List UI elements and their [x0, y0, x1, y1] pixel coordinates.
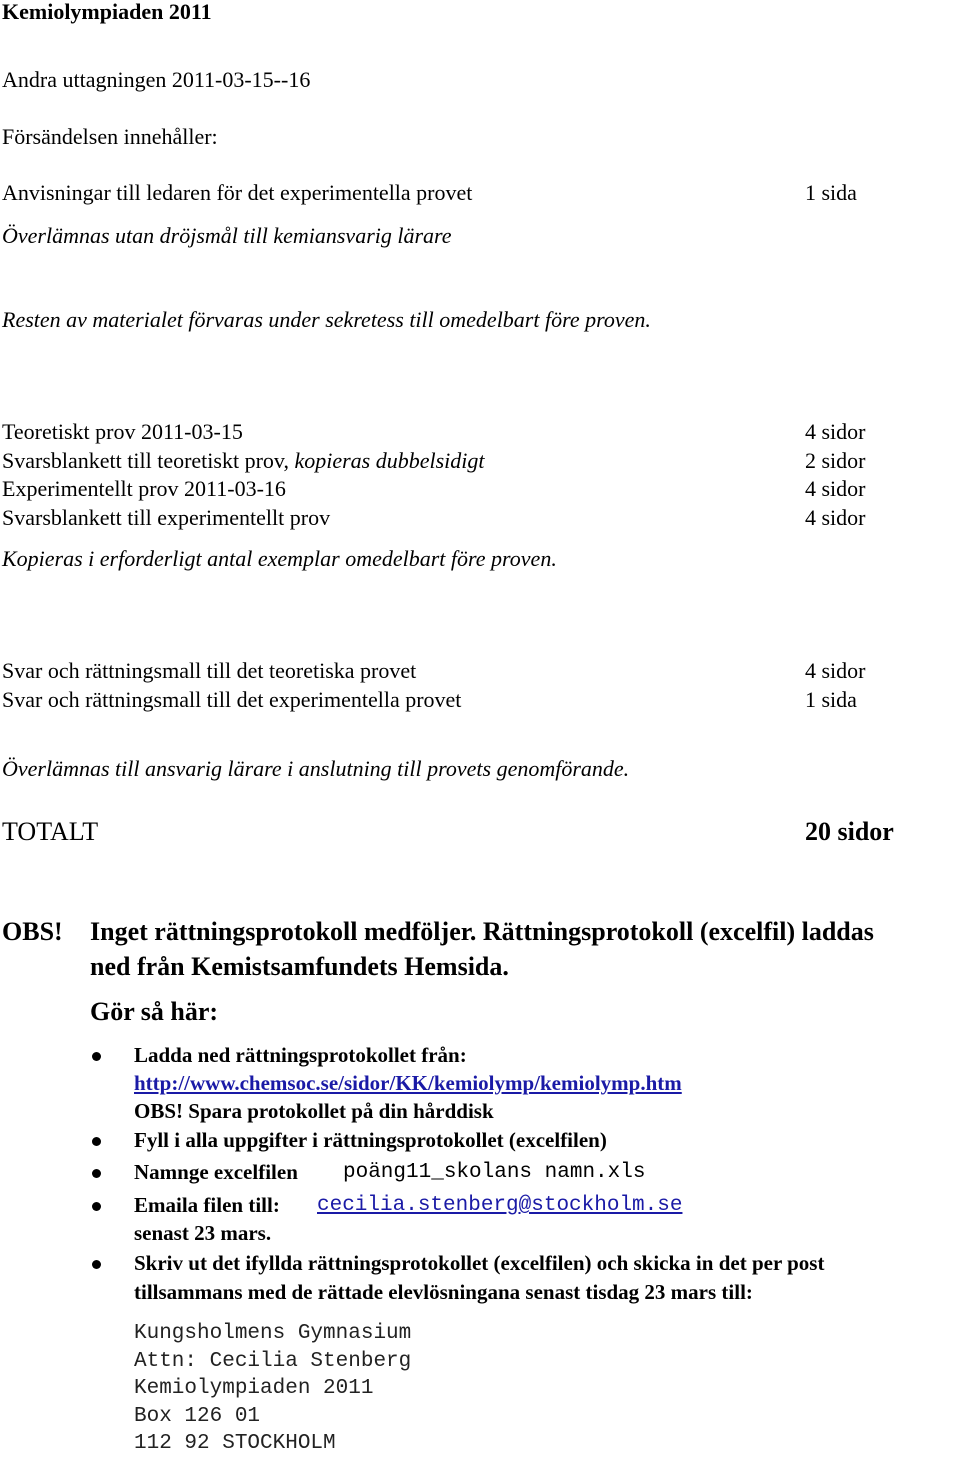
document-subtitle: Andra uttagningen 2011-03-15--16	[2, 67, 311, 92]
list-item-pages: 4 sidor	[805, 505, 866, 530]
bullet-icon	[92, 1169, 101, 1178]
list-item	[2, 447, 485, 475]
list-item-label: Experimentellt prov 2011-03-16	[2, 476, 286, 501]
list-item-pages: 4 sidor	[805, 658, 866, 683]
list-item-label: Svar och rättningsmall till det teoretiska provet	[2, 658, 417, 683]
leader-instructions-pages: 1 sida	[805, 180, 857, 205]
leader-instructions-label: Anvisningar till ledaren för det experimentella provet	[2, 180, 473, 205]
obs-line-2: ned från Kemistsamfundets Hemsida.	[90, 952, 509, 981]
address-line: Kemiolympiaden 2011	[134, 1377, 374, 1400]
address-line: Box 126 01	[134, 1404, 261, 1428]
deadline-text: senast 23 mars.	[134, 1221, 272, 1245]
address-line: 112 92 STOCKHOLM	[134, 1432, 336, 1455]
teacher-handover-note: Överlämnas till ansvarig lärare i anslutning till provets genomförande.	[2, 756, 630, 781]
list-item	[2, 418, 243, 446]
postal-address	[134, 1320, 411, 1458]
email-link[interactable]: cecilia.stenberg@stockholm.se	[317, 1194, 683, 1217]
list-item	[2, 504, 330, 532]
address-line: Kungsholmens Gymnasium	[134, 1322, 412, 1345]
list-item-label: Teoretiskt prov 2011-03-15	[2, 419, 243, 444]
list-item-italic: kopieras dubbelsidigt	[294, 448, 485, 473]
total-label: TOTALT	[2, 817, 99, 846]
bullet-print-line-2: tillsammans med de rättade elevlösningana senast tisdag 23 mars till:	[134, 1280, 753, 1304]
list-item-pages: 2 sidor	[805, 448, 866, 473]
document-title: Kemiolympiaden 2011	[2, 0, 212, 24]
copy-note: Kopieras i erforderligt antal exemplar omedelbart före proven.	[2, 546, 557, 571]
save-protocol-note: OBS! Spara protokollet på din hårddisk	[134, 1099, 494, 1123]
list-item	[2, 475, 286, 503]
obs-line-1: Inget rättningsprotokoll medföljer. Rättningsprotokoll (excelfil) laddas	[90, 917, 874, 946]
bullet-icon	[92, 1260, 101, 1269]
protocol-download-link[interactable]: http://www.chemsoc.se/sidor/KK/kemiolymp/kemiolymp.htm	[134, 1071, 682, 1095]
bullet-icon	[92, 1052, 101, 1061]
total-value: 20 sidor	[805, 817, 894, 846]
contents-label: Försändelsen innehåller:	[2, 124, 218, 149]
list-item-label: Svarsblankett till teoretiskt prov,	[2, 448, 295, 473]
bullet-email-text: Emaila filen till:	[134, 1193, 280, 1217]
list-item-label: Svarsblankett till experimentellt prov	[2, 505, 331, 530]
bullet-fill-in-text: Fyll i alla uppgifter i rättningsprotokollet (excelfilen)	[134, 1128, 607, 1152]
bullet-name-file-text: Namnge excelfilen	[134, 1160, 298, 1184]
secrecy-note: Resten av materialet förvaras under sekretess till omedelbart före proven.	[2, 307, 651, 332]
bullet-icon	[92, 1137, 101, 1146]
list-item-pages: 4 sidor	[805, 476, 866, 501]
list-item-label: Svar och rättningsmall till det experimentella provet	[2, 687, 462, 712]
list-item-pages: 4 sidor	[805, 419, 866, 444]
bullet-download-text: Ladda ned rättningsprotokollet från:	[134, 1043, 467, 1067]
howto-heading: Gör så här:	[90, 997, 219, 1026]
bullet-print-line-1: Skriv ut det ifyllda rättningsprotokollet (excelfilen) och skicka in det per post	[134, 1251, 825, 1275]
address-line: Attn: Cecilia Stenberg	[134, 1349, 412, 1373]
list-item-pages: 1 sida	[805, 687, 857, 712]
filename-text: poäng11_skolans namn.xls	[343, 1161, 646, 1184]
bullet-icon	[92, 1202, 101, 1211]
obs-label: OBS!	[2, 917, 63, 946]
handover-note: Överlämnas utan dröjsmål till kemiansvarig lärare	[2, 223, 452, 248]
